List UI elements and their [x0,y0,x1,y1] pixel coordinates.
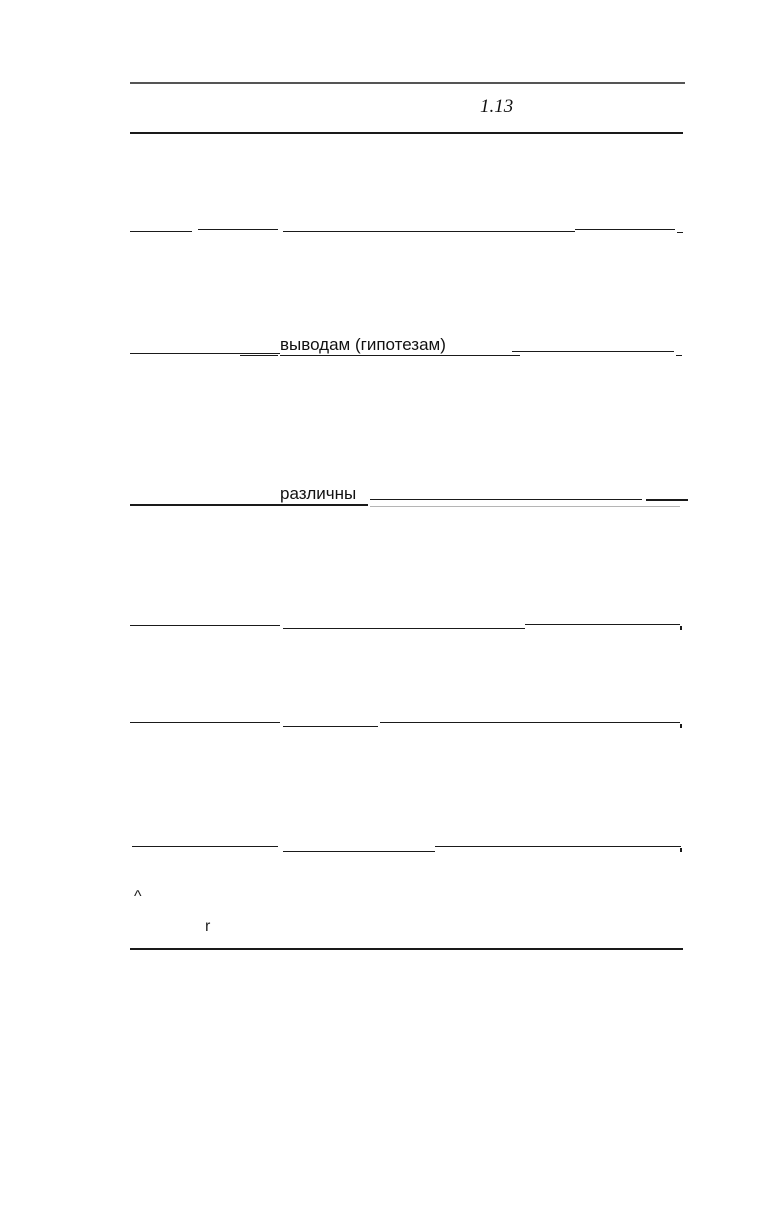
row-6-line-end [680,848,682,852]
row-1-line-segment-b [198,229,278,230]
row-2-line-segment-d [512,351,674,352]
table-bottom-border [130,948,683,950]
row-3-cell-text: различны [280,484,357,503]
row-3-line-segment-b [646,499,688,501]
table-top-border [130,82,685,84]
stray-mark-a: ^ [134,888,142,905]
row-3-line-segment-a [370,499,642,500]
row-2-line-segment-a [130,353,280,354]
table-number: 1.13 [480,96,514,117]
row-5-line-segment-a [130,722,280,723]
row-4-line-segment-a [130,625,280,626]
row-1-line-end [677,232,683,233]
row-5-line-end [680,724,682,728]
row-2-line-end [676,355,682,356]
row-2-line-segment-b [240,355,278,356]
row-5-line-segment-c [380,722,680,723]
row-2-cell-text: выводам (гипотезам) [280,335,446,354]
row-6-line-segment-b [283,851,435,852]
row-5-line-segment-b [283,726,378,727]
row-4-line-segment-b [283,628,525,629]
header-divider [130,132,683,134]
row-3-line-faint [370,506,680,507]
stray-mark-b: r [205,918,211,935]
row-6-line-segment-c [435,846,681,847]
row-3-line-main [130,504,368,506]
row-1-line-segment-c [283,231,575,232]
row-2-line-segment-c [280,355,520,356]
row-1-line-segment-a [130,231,192,232]
row-4-line-end [680,626,682,630]
row-6-line-segment-a [132,846,278,847]
row-4-line-segment-c [525,624,680,625]
row-1-line-segment-d [575,229,675,230]
